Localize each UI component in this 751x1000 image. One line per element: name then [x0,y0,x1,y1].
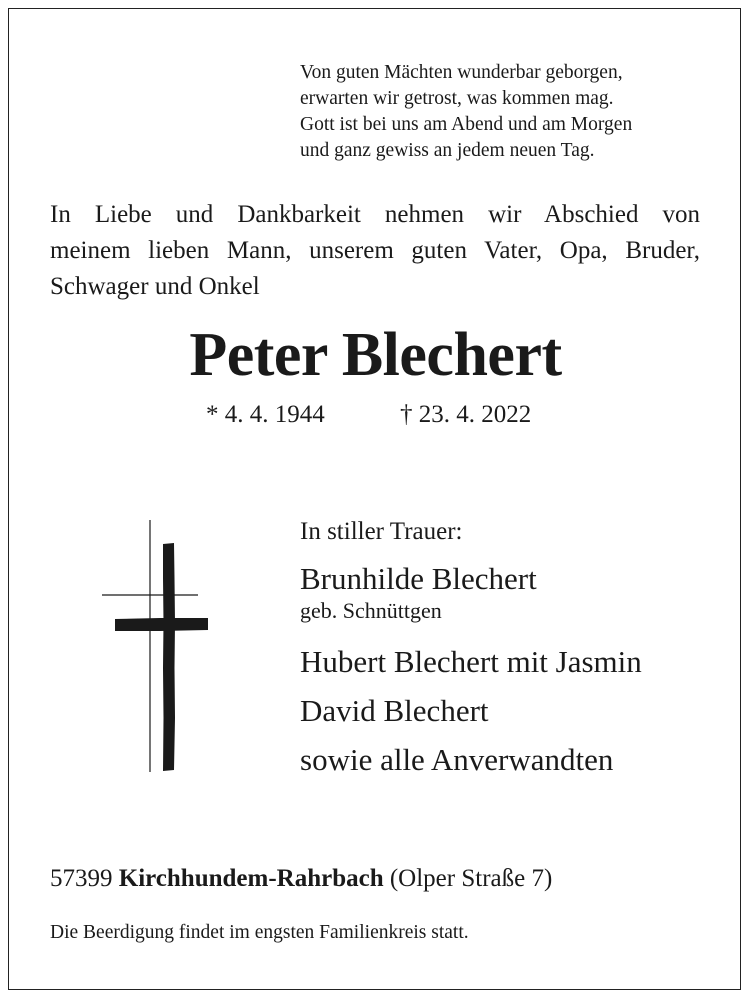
address [50,863,552,895]
address-postcode: 57399 [50,865,113,892]
mourner-relatives: sowie alle Anverwandten [300,742,614,777]
intro-text [50,197,700,305]
poem-line: und ganz gewiss an jedem neuen Tag. [300,140,595,161]
poem-line: Gott ist bei uns am Abend und am Morgen [300,114,633,135]
mourner-name: Brunhilde Blechert [300,561,537,596]
intro-line: In Liebe und Dankbarkeit nehmen wir Abschied von [50,201,700,228]
death-date: † 23. 4. 2022 [400,401,532,428]
intro-line: meinem lieben Mann, unserem guten Vater, Opa, Bruder, [50,237,700,264]
poem [300,60,632,164]
intro-line: Schwager und Onkel [50,273,260,300]
mourners-heading: In stiller Trauer: [300,518,463,545]
poem-line: Von guten Mächten wunderbar geborgen, [300,62,623,83]
maiden-name: geb. Schnüttgen [300,598,442,623]
birth-date: * 4. 4. 1944 [206,401,325,428]
funeral-note: Die Beerdigung findet im engsten Familienkreis statt. [50,922,469,943]
mourner-name: Hubert Blechert mit Jasmin [300,644,642,679]
deceased-name: Peter Blechert [189,321,562,389]
mourner-name: David Blechert [300,693,489,728]
address-city: Kirchhundem-Rahrbach [118,865,384,892]
poem-line: erwarten wir getrost, was kommen mag. [300,88,614,109]
cross-icon [100,518,212,774]
address-street: (Olper Straße 7) [389,865,553,892]
